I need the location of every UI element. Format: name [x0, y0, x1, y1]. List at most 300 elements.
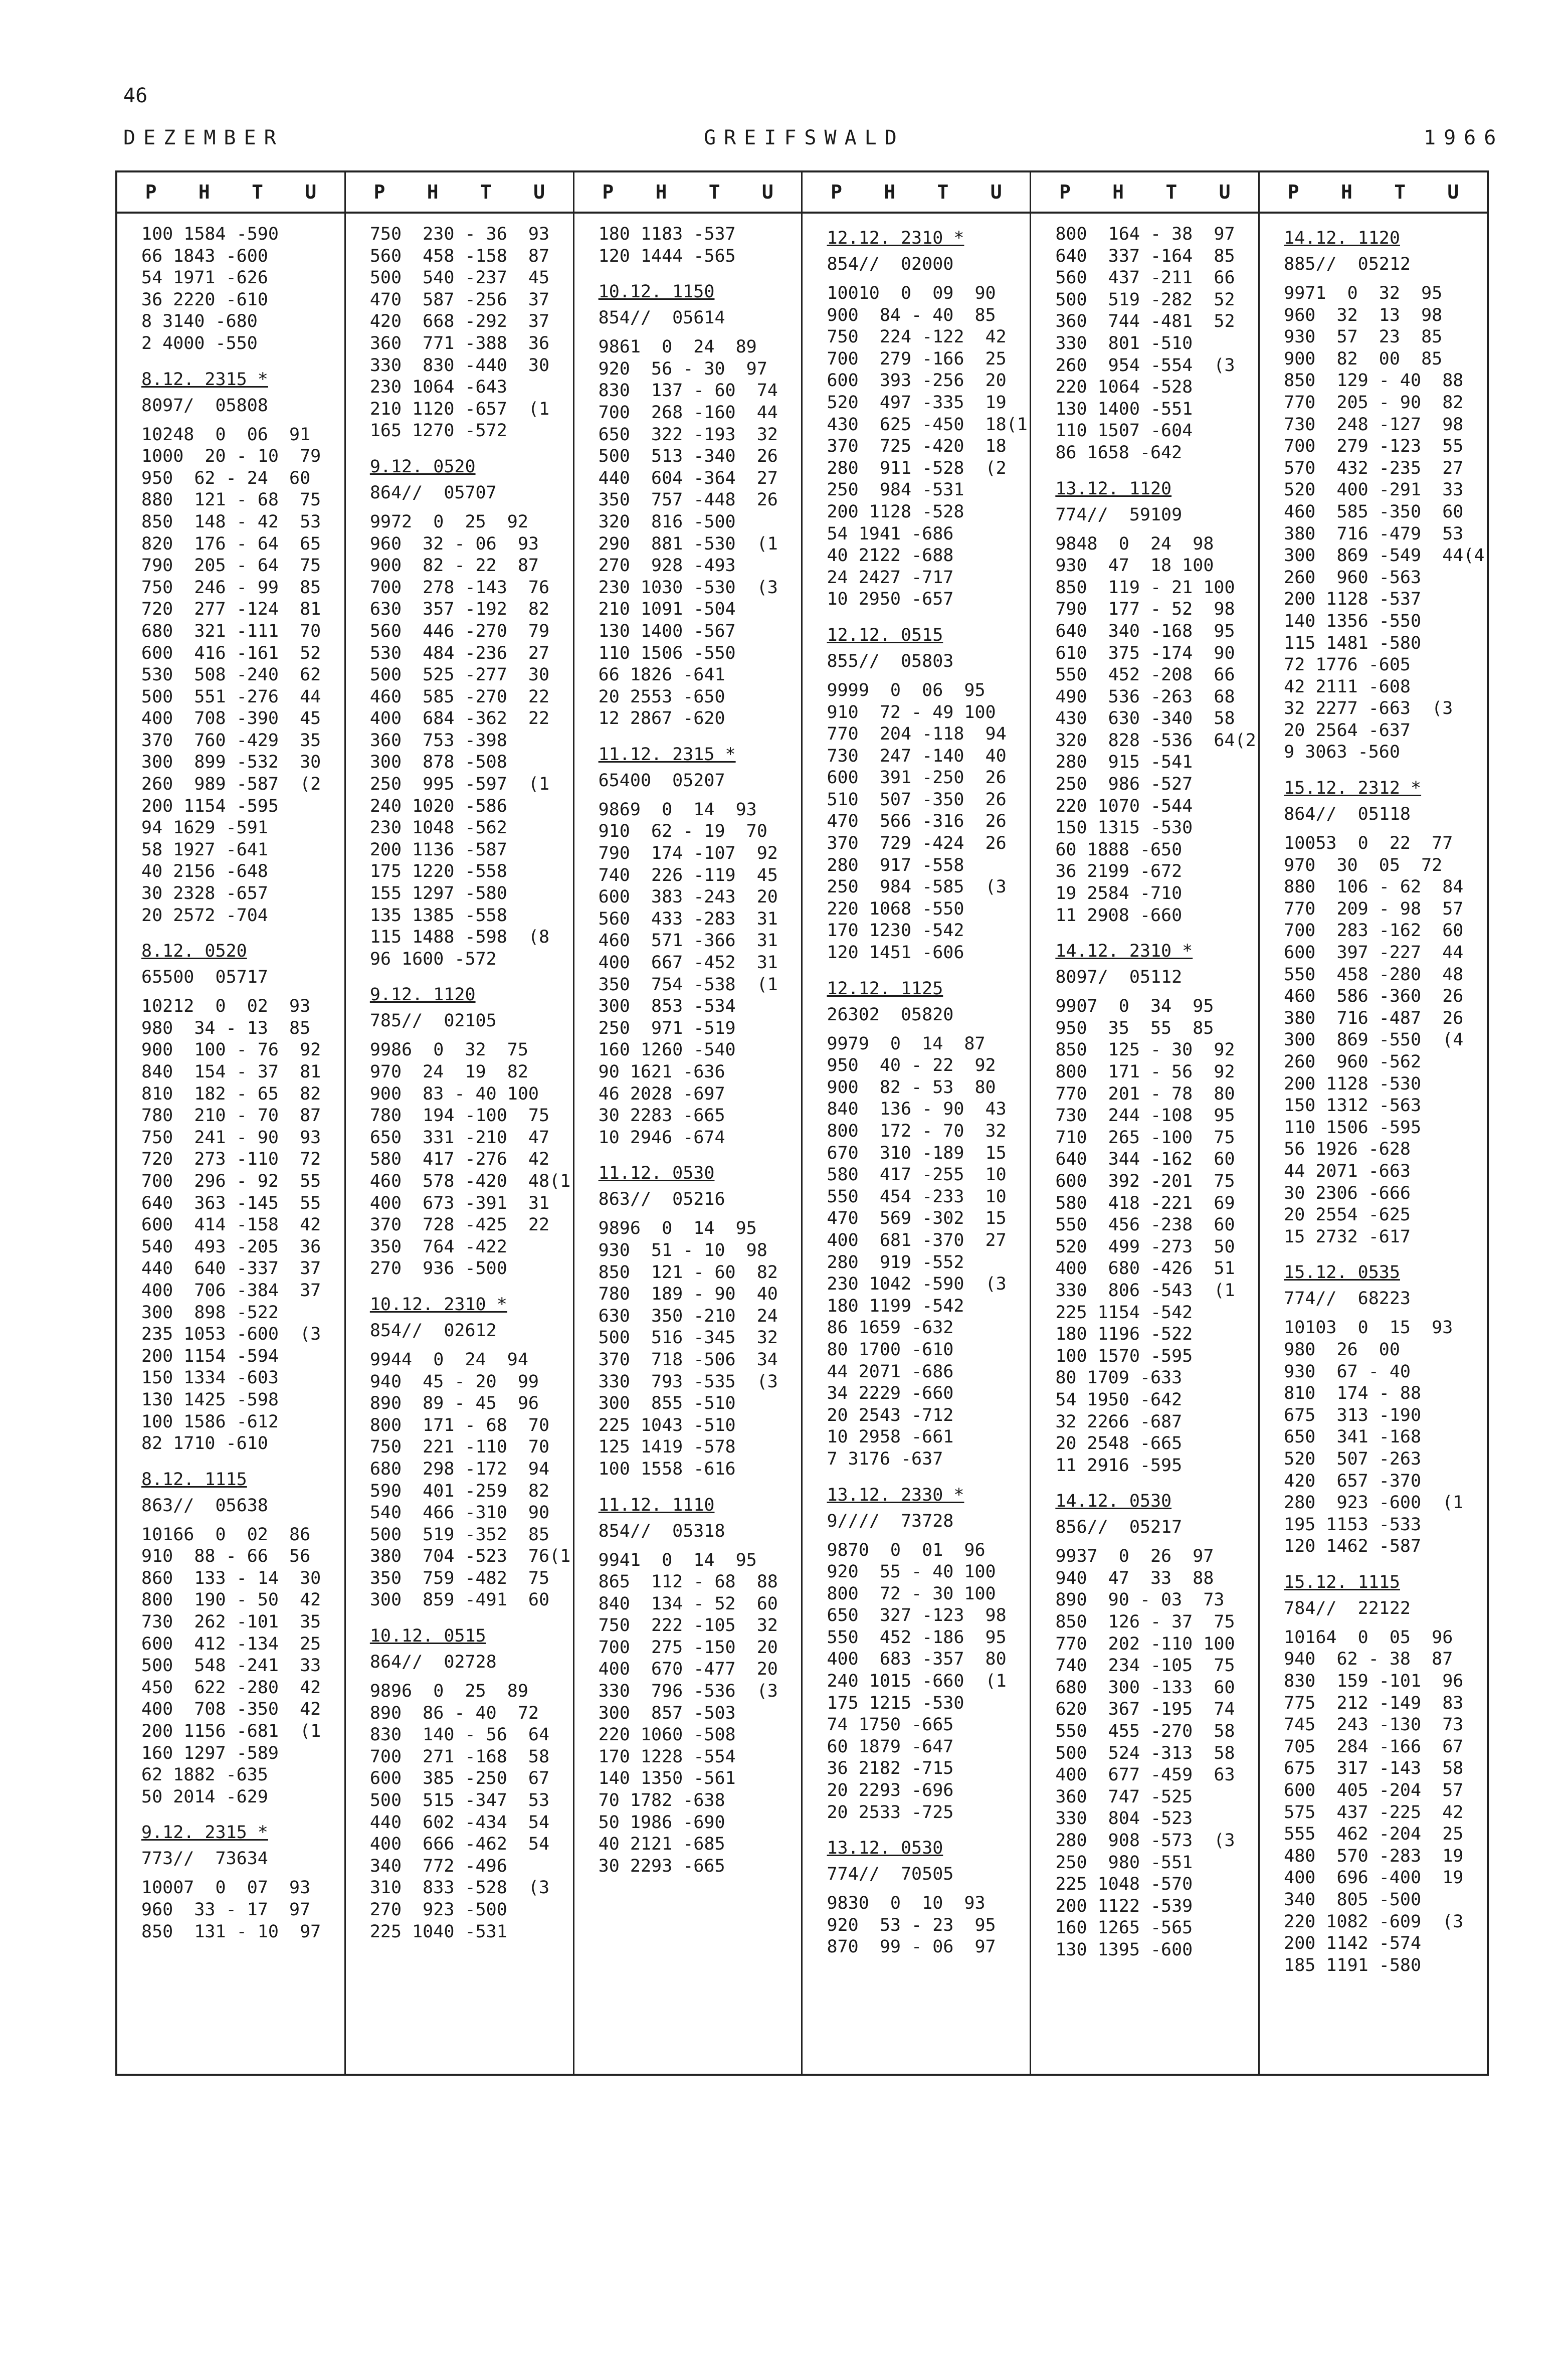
data-row: 520 507 -263 [1284, 1448, 1422, 1469]
data-row: 185 1191 -580 [1284, 1955, 1422, 1975]
data-row: 790 205 - 64 75 [141, 556, 321, 576]
data-row: 420 668 -292 37 [369, 311, 550, 332]
column-header-label: T [937, 181, 949, 203]
data-row: 30 2293 -665 [598, 1856, 725, 1876]
data-row: 870 99 - 06 97 [827, 1937, 996, 1957]
data-row: 60 1879 -647 [827, 1736, 954, 1757]
column-header-label: T [252, 181, 263, 203]
column-header-label: H [1112, 181, 1124, 203]
data-row: 950 35 55 85 [1055, 1018, 1214, 1038]
data-row: 20 2533 -725 [827, 1802, 954, 1823]
column-header [1031, 172, 1258, 214]
data-row: 135 1385 -558 [369, 905, 507, 926]
data-row: 54 1941 -686 [827, 523, 954, 544]
data-row: 460 586 -360 26 [1284, 986, 1464, 1007]
data-row: 900 83 - 40 100 [369, 1083, 539, 1104]
data-row: 520 499 -273 50 [1055, 1236, 1235, 1257]
data-row: 450 622 -280 42 [141, 1677, 321, 1698]
data-row: 830 159 -101 96 [1284, 1671, 1464, 1692]
section-code: 863// 05638 [141, 1495, 268, 1516]
data-row: 430 625 -450 18(1 [827, 414, 1028, 435]
data-row: 200 1128 -528 [827, 501, 964, 522]
data-row: 520 497 -335 19 [827, 392, 1007, 413]
data-row: 2 4000 -550 [141, 333, 258, 353]
data-row: 9861 0 24 89 [598, 337, 757, 357]
data-row: 400 680 -426 51 [1055, 1258, 1235, 1279]
data-row: 225 1043 -510 [598, 1415, 736, 1435]
data-row: 950 40 - 22 92 [827, 1055, 996, 1076]
column-header-label: U [761, 181, 773, 203]
data-row: 750 246 - 99 85 [141, 577, 321, 598]
data-row: 130 1395 -600 [1055, 1939, 1193, 1960]
data-row: 170 1230 -542 [827, 921, 964, 941]
data-row: 960 32 - 06 93 [369, 533, 539, 554]
data-row: 940 62 - 38 87 [1284, 1649, 1453, 1670]
section-code: 785// 02105 [369, 1011, 497, 1031]
data-row: 550 455 -270 58 [1055, 1721, 1235, 1742]
data-row: 430 630 -340 58 [1055, 708, 1235, 729]
column-header-label: P [373, 181, 385, 203]
data-row: 950 62 - 24 60 [141, 468, 311, 488]
data-row: 940 47 33 88 [1055, 1568, 1214, 1588]
data-row: 900 82 - 53 80 [827, 1077, 996, 1098]
column-header [574, 172, 802, 214]
data-row: 700 279 -166 25 [827, 348, 1007, 369]
data-row: 9979 0 14 87 [827, 1033, 986, 1054]
data-row: 830 137 - 60 74 [598, 381, 778, 401]
data-row: 54 1971 -626 [141, 268, 268, 288]
data-row: 130 1425 -598 [141, 1389, 279, 1410]
data-row: 125 1419 -578 [598, 1437, 736, 1458]
data-row: 380 716 -479 53 [1284, 523, 1464, 544]
data-row: 1000 20 - 10 79 [141, 446, 321, 467]
data-row: 470 566 -316 26 [827, 811, 1007, 832]
section-code: 885// 05212 [1284, 254, 1411, 274]
data-row: 460 585 -350 60 [1284, 501, 1464, 522]
data-row: 790 177 - 52 98 [1055, 599, 1235, 620]
data-row: 745 243 -130 73 [1284, 1715, 1464, 1735]
data-row: 120 1444 -565 [598, 246, 736, 266]
data-row: 260 960 -563 [1284, 567, 1422, 588]
data-row: 775 212 -149 83 [1284, 1693, 1464, 1713]
data-row: 680 300 -133 60 [1055, 1677, 1235, 1698]
data-row: 590 401 -259 82 [369, 1481, 550, 1501]
data-row: 250 995 -597 (1 [369, 774, 550, 795]
section-date-time: 14.12. 2310 * [1055, 941, 1193, 962]
data-row: 740 226 -119 45 [598, 865, 778, 885]
data-row: 890 90 - 03 73 [1055, 1590, 1225, 1610]
data-row: 94 1629 -591 [141, 818, 268, 838]
data-row: 250 984 -531 [827, 480, 964, 500]
data-row: 270 928 -493 [598, 556, 736, 576]
data-row: 110 1506 -595 [1284, 1117, 1422, 1138]
data-row: 180 1196 -522 [1055, 1324, 1193, 1345]
section-code: 854// 05318 [598, 1521, 725, 1541]
data-row: 370 718 -506 34 [598, 1349, 778, 1370]
data-row: 960 32 13 98 [1284, 305, 1443, 325]
data-row: 230 1048 -562 [369, 818, 507, 838]
data-row: 800 171 - 56 92 [1055, 1062, 1235, 1082]
data-row: 340 772 -496 [369, 1856, 507, 1876]
data-row: 70 1782 -638 [598, 1790, 725, 1811]
data-row: 200 1154 -595 [141, 796, 279, 816]
data-row: 730 244 -108 95 [1055, 1106, 1235, 1126]
data-row: 860 133 - 14 30 [141, 1568, 321, 1588]
data-row: 900 84 - 40 85 [827, 305, 996, 325]
data-row: 20 2554 -625 [1284, 1205, 1411, 1225]
table-column [117, 172, 344, 2074]
data-row: 750 221 -110 70 [369, 1437, 550, 1458]
data-row: 550 456 -238 60 [1055, 1215, 1235, 1235]
data-row: 165 1270 -572 [369, 421, 507, 441]
section-code: 864// 02728 [369, 1652, 497, 1673]
column-header [346, 172, 573, 214]
data-row: 86 1658 -642 [1055, 442, 1183, 463]
table-column [344, 172, 573, 2074]
data-row: 400 683 -357 80 [827, 1649, 1007, 1670]
data-row: 10053 0 22 77 [1284, 833, 1453, 854]
column-header-label: U [990, 181, 1002, 203]
section-date-time: 10.12. 2310 * [369, 1294, 507, 1315]
data-row: 650 322 -193 32 [598, 424, 778, 445]
data-row: 560 433 -283 31 [598, 909, 778, 929]
data-row: 360 744 -481 52 [1055, 311, 1235, 332]
data-row: 610 375 -174 90 [1055, 643, 1235, 663]
data-row: 600 416 -161 52 [141, 643, 321, 663]
data-row: 290 881 -530 (1 [598, 533, 778, 554]
data-row: 850 125 - 30 92 [1055, 1040, 1235, 1060]
data-row: 770 205 - 90 82 [1284, 392, 1464, 413]
data-row: 20 2553 -650 [598, 686, 725, 707]
data-row: 750 241 - 90 93 [141, 1127, 321, 1148]
data-row: 11 2916 -595 [1055, 1455, 1183, 1476]
section-date-time: 9.12. 2315 * [141, 1823, 268, 1843]
data-row: 9869 0 14 93 [598, 799, 757, 820]
section-code: 65500 05717 [141, 967, 268, 988]
data-row: 930 51 - 10 98 [598, 1240, 767, 1260]
data-row: 520 400 -291 33 [1284, 480, 1464, 500]
data-row: 575 437 -225 42 [1284, 1802, 1464, 1823]
data-row: 710 265 -100 75 [1055, 1127, 1235, 1148]
data-row: 30 2328 -657 [141, 883, 268, 904]
data-row: 30 2306 -666 [1284, 1183, 1411, 1203]
data-row: 20 2293 -696 [827, 1780, 954, 1801]
data-row: 560 446 -270 79 [369, 621, 550, 641]
data-row: 890 89 - 45 96 [369, 1393, 539, 1414]
section-date-time: 15.12. 2312 * [1284, 778, 1422, 799]
data-row: 20 2564 -637 [1284, 720, 1411, 741]
data-row: 270 936 -500 [369, 1258, 507, 1279]
data-row: 750 230 - 36 93 [369, 224, 550, 244]
data-row: 280 919 -552 [827, 1252, 964, 1273]
data-row: 770 209 - 98 57 [1284, 898, 1464, 919]
data-row: 160 1260 -540 [598, 1040, 736, 1060]
data-row: 970 30 05 72 [1284, 855, 1443, 875]
data-row: 600 397 -227 44 [1284, 943, 1464, 963]
column-header-label: P [602, 181, 614, 203]
data-row: 350 764 -422 [369, 1236, 507, 1257]
data-row: 500 548 -241 33 [141, 1656, 321, 1676]
data-row: 230 1030 -530 (3 [598, 577, 778, 598]
data-row: 580 417 -276 42 [369, 1149, 550, 1170]
section-date-time: 12.12. 0515 [827, 625, 943, 645]
data-row: 650 327 -123 98 [827, 1605, 1007, 1626]
data-row: 930 67 - 40 [1284, 1361, 1411, 1382]
column-header-label: H [427, 181, 439, 203]
section-date-time: 8.12. 0520 [141, 941, 247, 962]
data-row: 980 34 - 13 85 [141, 1018, 311, 1038]
data-row: 8 3140 -680 [141, 311, 258, 332]
data-row: 700 271 -168 58 [369, 1746, 550, 1767]
data-row: 260 960 -562 [1284, 1052, 1422, 1072]
data-row: 86 1659 -632 [827, 1318, 954, 1338]
data-row: 100 1584 -590 [141, 224, 279, 244]
section-date-time: 9.12. 0520 [369, 456, 476, 477]
data-row: 700 283 -162 60 [1284, 921, 1464, 941]
data-row: 930 57 23 85 [1284, 327, 1443, 347]
data-row: 250 971 -519 [598, 1018, 736, 1038]
data-row: 160 1297 -589 [141, 1743, 279, 1763]
data-row: 800 172 - 70 32 [827, 1121, 1007, 1141]
data-row: 675 313 -190 [1284, 1405, 1422, 1425]
data-row: 300 855 -510 [598, 1393, 736, 1414]
data-row: 350 757 -448 26 [598, 490, 778, 510]
data-row: 400 677 -459 63 [1055, 1765, 1235, 1785]
section-date-time: 15.12. 1115 [1284, 1572, 1400, 1592]
data-row: 360 771 -388 36 [369, 333, 550, 353]
data-row: 280 911 -528 (2 [827, 458, 1007, 478]
data-row: 600 412 -134 25 [141, 1634, 321, 1654]
data-row: 920 56 - 30 97 [598, 358, 767, 379]
section-date-time: 11.12. 1110 [598, 1495, 715, 1515]
data-row: 160 1265 -565 [1055, 1918, 1193, 1938]
data-row: 800 190 - 50 42 [141, 1590, 321, 1610]
column-header-label: U [305, 181, 317, 203]
data-row: 20 2548 -665 [1055, 1433, 1183, 1454]
data-row: 810 174 - 88 [1284, 1383, 1422, 1404]
data-row: 66 1826 -641 [598, 665, 725, 685]
data-row: 170 1228 -554 [598, 1746, 736, 1767]
data-row: 780 210 - 70 87 [141, 1106, 321, 1126]
data-row: 280 908 -573 (3 [1055, 1831, 1235, 1851]
data-row: 62 1882 -635 [141, 1765, 268, 1785]
data-row: 600 392 -201 75 [1055, 1171, 1235, 1191]
data-row: 440 640 -337 37 [141, 1258, 321, 1279]
page-number: 46 [123, 84, 148, 107]
data-row: 280 915 -541 [1055, 752, 1193, 773]
data-row: 400 706 -384 37 [141, 1280, 321, 1301]
data-row: 300 859 -491 60 [369, 1590, 550, 1610]
data-row: 400 696 -400 19 [1284, 1868, 1464, 1888]
data-row: 9896 0 14 95 [598, 1218, 757, 1239]
data-row: 850 129 - 40 88 [1284, 371, 1464, 391]
data-row: 330 793 -535 (3 [598, 1371, 778, 1392]
data-row: 675 317 -143 58 [1284, 1758, 1464, 1779]
data-row: 580 417 -255 10 [827, 1165, 1007, 1185]
data-row: 210 1091 -504 [598, 599, 736, 620]
section-date-time: 8.12. 2315 * [141, 369, 268, 390]
data-row: 54 1950 -642 [1055, 1389, 1183, 1410]
data-row: 440 604 -364 27 [598, 468, 778, 488]
data-row: 600 385 -250 67 [369, 1768, 550, 1789]
column-header-label: P [1059, 181, 1071, 203]
data-row: 900 82 - 22 87 [369, 556, 539, 576]
data-row: 40 2121 -685 [598, 1834, 725, 1855]
table-column [801, 172, 1030, 2074]
data-row: 10103 0 15 93 [1284, 1318, 1453, 1338]
data-row: 840 136 - 90 43 [827, 1099, 1007, 1120]
data-row: 280 917 -558 [827, 855, 964, 875]
data-row: 40 2122 -688 [827, 546, 954, 566]
data-row: 460 571 -366 31 [598, 931, 778, 951]
data-row: 360 747 -525 [1055, 1786, 1193, 1807]
data-row: 90 1621 -636 [598, 1062, 725, 1082]
section-code: 8097/ 05112 [1055, 967, 1183, 988]
data-row: 530 508 -240 62 [141, 665, 321, 685]
data-row: 370 728 -425 22 [369, 1215, 550, 1235]
data-row: 880 121 - 68 75 [141, 490, 321, 510]
data-row: 650 341 -168 [1284, 1427, 1422, 1447]
section-code: 864// 05707 [369, 482, 497, 503]
data-row: 500 524 -313 58 [1055, 1743, 1235, 1763]
data-row: 10 2958 -661 [827, 1427, 954, 1447]
column-header [1260, 172, 1487, 214]
data-row: 670 310 -189 15 [827, 1143, 1007, 1163]
data-row: 400 673 -391 31 [369, 1193, 550, 1213]
data-row: 9944 0 24 94 [369, 1349, 528, 1370]
data-row: 300 869 -550 (4 [1284, 1030, 1464, 1050]
data-row: 560 437 -211 66 [1055, 268, 1235, 288]
data-row: 400 684 -362 22 [369, 708, 550, 729]
data-row: 890 86 - 40 72 [369, 1703, 539, 1723]
data-row: 850 119 - 21 100 [1055, 577, 1235, 598]
column-header-label: T [1394, 181, 1406, 203]
table-column [1030, 172, 1258, 2074]
data-row: 700 279 -123 55 [1284, 436, 1464, 457]
data-row: 330 830 -440 30 [369, 355, 550, 376]
data-row: 600 414 -158 42 [141, 1215, 321, 1235]
data-row: 40 2156 -648 [141, 861, 268, 882]
data-row: 330 801 -510 [1055, 333, 1193, 353]
data-row: 280 923 -600 (1 [1284, 1493, 1464, 1513]
data-row: 420 657 -370 [1284, 1471, 1422, 1491]
data-row: 970 24 19 82 [369, 1062, 528, 1082]
data-row: 490 536 -263 68 [1055, 686, 1235, 707]
data-row: 36 2220 -610 [141, 289, 268, 310]
data-row: 200 1136 -587 [369, 839, 507, 860]
data-row: 80 1709 -633 [1055, 1368, 1183, 1388]
data-row: 700 268 -160 44 [598, 402, 778, 423]
section-date-time: 11.12. 0530 [598, 1163, 715, 1184]
data-row: 15 2732 -617 [1284, 1226, 1411, 1247]
data-row: 630 350 -210 24 [598, 1306, 778, 1326]
data-row: 115 1481 -580 [1284, 633, 1422, 653]
data-row: 300 869 -549 44(4 [1284, 546, 1485, 566]
data-row: 530 484 -236 27 [369, 643, 550, 663]
data-row: 9870 0 01 96 [827, 1540, 986, 1560]
data-row: 460 578 -420 48(1 [369, 1171, 571, 1191]
data-row: 900 82 00 85 [1284, 348, 1443, 369]
data-row: 300 899 -532 30 [141, 752, 321, 773]
data-row: 480 570 -283 19 [1284, 1846, 1464, 1866]
data-row: 10212 0 02 93 [141, 996, 311, 1017]
data-row: 32 2266 -687 [1055, 1411, 1183, 1432]
data-row: 640 337 -164 85 [1055, 246, 1235, 266]
section-date-time: 14.12. 0530 [1055, 1491, 1172, 1512]
data-row: 370 760 -429 35 [141, 730, 321, 751]
section-date-time: 12.12. 1125 [827, 978, 943, 999]
data-row: 620 367 -195 74 [1055, 1699, 1235, 1720]
section-code: 856// 05217 [1055, 1517, 1183, 1538]
data-row: 600 393 -256 20 [827, 371, 1007, 391]
data-row: 200 1128 -530 [1284, 1073, 1422, 1094]
section-date-time: 11.12. 2315 * [598, 744, 736, 765]
sounding-table [115, 170, 1489, 2076]
data-row: 750 224 -122 42 [827, 327, 1007, 347]
column-header-label: T [708, 181, 720, 203]
data-row: 200 1156 -681 (1 [141, 1721, 321, 1742]
data-row: 600 405 -204 57 [1284, 1780, 1464, 1801]
data-row: 510 507 -350 26 [827, 789, 1007, 810]
data-row: 50 1986 -690 [598, 1812, 725, 1833]
section-code: 854// 05614 [598, 308, 725, 328]
data-row: 20 2543 -712 [827, 1405, 954, 1425]
data-row: 66 1843 -600 [141, 246, 268, 266]
section-date-time: 14.12. 1120 [1284, 228, 1400, 248]
data-row: 330 804 -523 [1055, 1808, 1193, 1829]
column-header-label: U [1447, 181, 1459, 203]
data-row: 880 106 - 62 84 [1284, 877, 1464, 897]
data-row: 330 796 -536 (3 [598, 1681, 778, 1702]
data-row: 220 1060 -508 [598, 1725, 736, 1745]
data-row: 10007 0 07 93 [141, 1878, 311, 1898]
section-code: 774// 70505 [827, 1864, 954, 1885]
data-row: 750 222 -105 32 [598, 1615, 778, 1636]
data-row: 600 383 -243 20 [598, 887, 778, 908]
data-row: 700 278 -143 76 [369, 577, 550, 598]
data-row: 9999 0 06 95 [827, 680, 986, 700]
data-row: 580 418 -221 69 [1055, 1193, 1235, 1213]
data-row: 58 1927 -641 [141, 839, 268, 860]
data-row: 150 1312 -563 [1284, 1096, 1422, 1116]
data-row: 10166 0 02 86 [141, 1524, 311, 1545]
data-row: 9896 0 25 89 [369, 1681, 528, 1702]
data-row: 9971 0 32 95 [1284, 283, 1443, 303]
data-row: 555 462 -204 25 [1284, 1824, 1464, 1845]
data-row: 865 112 - 68 88 [598, 1572, 778, 1592]
data-row: 900 100 - 76 92 [141, 1040, 321, 1060]
column-header-label: T [480, 181, 492, 203]
data-row: 840 154 - 37 81 [141, 1062, 321, 1082]
section-date-time: 10.12. 1150 [598, 282, 715, 302]
data-row: 830 140 - 56 64 [369, 1725, 550, 1745]
data-row: 180 1199 -542 [827, 1296, 964, 1316]
column-header-label: H [1341, 181, 1352, 203]
section-code: 863// 05216 [598, 1189, 725, 1210]
data-row: 150 1315 -530 [1055, 818, 1193, 838]
data-row: 550 454 -233 10 [827, 1186, 1007, 1207]
data-row: 800 72 - 30 100 [827, 1583, 996, 1604]
data-row: 700 275 -150 20 [598, 1637, 778, 1658]
data-row: 730 247 -140 40 [827, 746, 1007, 766]
data-row: 300 857 -503 [598, 1703, 736, 1723]
data-row: 200 1142 -574 [1284, 1933, 1422, 1954]
data-row: 230 1064 -643 [369, 377, 507, 398]
data-row: 770 204 -118 94 [827, 724, 1007, 745]
data-row: 780 189 - 90 40 [598, 1284, 778, 1305]
data-row: 400 667 -452 31 [598, 953, 778, 973]
data-row: 96 1600 -572 [369, 949, 497, 969]
